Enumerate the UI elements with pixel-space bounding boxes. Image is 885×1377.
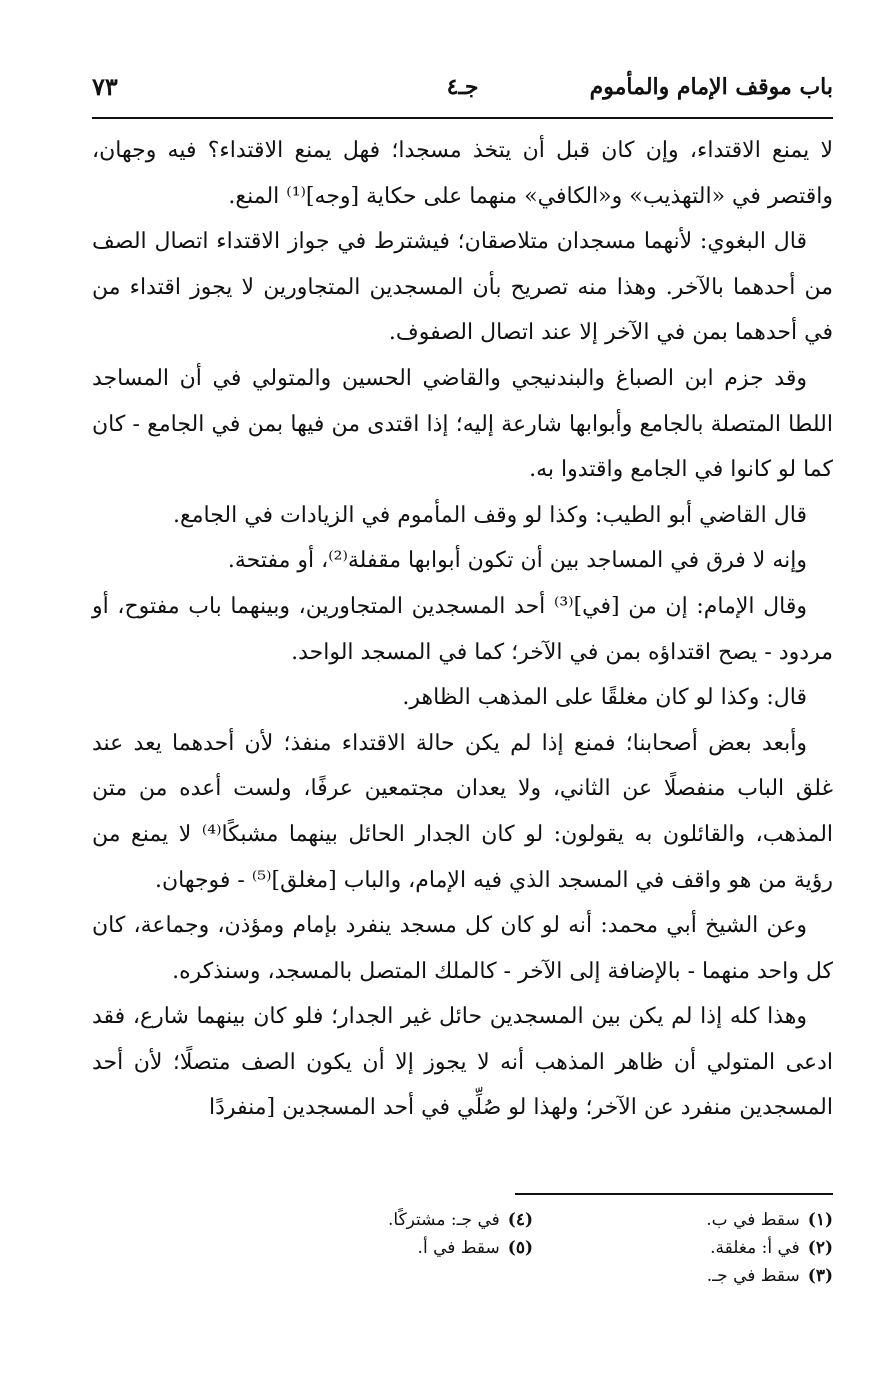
chapter-title: باب موقف الإمام والمأموم xyxy=(589,74,833,100)
running-header xyxy=(92,70,833,110)
footnote-number: (٢) xyxy=(807,1238,833,1258)
footnote-number: (٥) xyxy=(507,1238,533,1258)
paragraph: وعن الشيخ أبي محمد: أنه لو كان كل مسجد ينفرد بإمام ومؤذن، وجماعة، كان كل واحد منهما - بالإضافة إلى الآخر - كالملك المتصل بالمسجد، وسنذكره. xyxy=(92,913,833,984)
footnote-number: (١) xyxy=(807,1210,833,1230)
footnote xyxy=(388,1234,533,1262)
header-divider xyxy=(92,117,833,119)
page-number: ٧٣ xyxy=(92,72,118,101)
paragraph: وإنه لا فرق في المساجد بين أن تكون أبوابها مقفلة⁽²⁾، أو مفتحة. xyxy=(227,548,807,574)
volume-label: جـ٤ xyxy=(446,74,479,100)
footnote-text: سقط في ب. xyxy=(706,1210,800,1230)
paragraph: وأبعد بعض أصحابنا؛ فمنع إذا لم يكن حالة الاقتداء منفذ؛ لأن أحدهما يعد عند غلق الباب منفصلًا عن الثاني، ولا يعدان مجتمعين عرفًا، ولست أعده من متن المذهب، والقائلون به يقولون: لو كان الجدار الحائل بينهما مشبكًا⁽⁴⁾ لا يمنع من رؤية من هو واقف في المسجد الذي فيه الإمام، والباب [مغلق]⁽⁵⁾ - فوجهان. xyxy=(92,730,834,893)
footnote xyxy=(388,1206,533,1234)
footnote xyxy=(706,1206,833,1234)
footnote-number: (٤) xyxy=(507,1210,533,1230)
paragraph: وقال الإمام: إن من [في]⁽³⁾ أحد المسجدين المتجاورين، وبينهما باب مفتوح، أو مردود - يصح اقتداؤه بمن في الآخر؛ كما في المسجد الواحد. xyxy=(92,593,833,665)
paragraph: لا يمنع الاقتداء، وإن كان قبل أن يتخذ مسجدا؛ فهل يمنع الاقتداء؟ فيه وجهان، واقتصر في «التهذيب» و«الكافي» منهما على حكاية [وجه]⁽¹⁾ المنع. xyxy=(92,138,833,209)
paragraph: قال القاضي أبو الطيب: وكذا لو وقف المأموم في الزيادات في الجامع. xyxy=(173,502,807,528)
footnote-number: (٣) xyxy=(807,1266,833,1286)
footnote xyxy=(706,1234,833,1262)
paragraph: وهذا كله إذا لم يكن بين المسجدين حائل غير الجدار؛ فلو كان بينهما شارع، فقد ادعى المتولي أن ظاهر المذهب أنه لا يجوز إلا أن يكون الصف متصلًا؛ لأن أحد المسجدين منفرد عن الآخر؛ ولهذا لو صُلِّي في أحد المسجدين [منفردًا xyxy=(92,1004,833,1121)
paragraph: قال البغوي: لأنهما مسجدان متلاصقان؛ فيشترط في جواز الاقتداء اتصال الصف من أحدهما بالآخر. وهذا منه تصريح بأن المسجدين المتجاورين لا يجوز اقتداء من في أحدهما بمن في الآخر إلا عند اتصال الصفوف. xyxy=(92,229,833,346)
footnote-column-right xyxy=(706,1206,833,1290)
footnote-text: سقط في أ. xyxy=(417,1238,500,1258)
main-text xyxy=(92,128,833,1131)
paragraph: قال: وكذا لو كان مغلقًا على المذهب الظاهر. xyxy=(402,685,807,711)
paragraph: وقد جزم ابن الصباغ والبندنيجي والقاضي الحسين والمتولي في أن المساجد اللطا المتصلة بالجامع وأبوابها شارعة إليه؛ إذا اقتدى من فيها بمن في الجامع - كان كما لو كانوا في الجامع واقتدوا به. xyxy=(92,365,833,483)
footnote-text: في أ: مغلقة. xyxy=(710,1238,800,1258)
footnote xyxy=(706,1262,833,1290)
footnote-text: سقط في جـ. xyxy=(706,1266,800,1286)
footnote-divider xyxy=(515,1193,833,1195)
footnote-column-left xyxy=(388,1206,533,1262)
footnote-text: في جـ: مشتركًا. xyxy=(387,1210,500,1230)
